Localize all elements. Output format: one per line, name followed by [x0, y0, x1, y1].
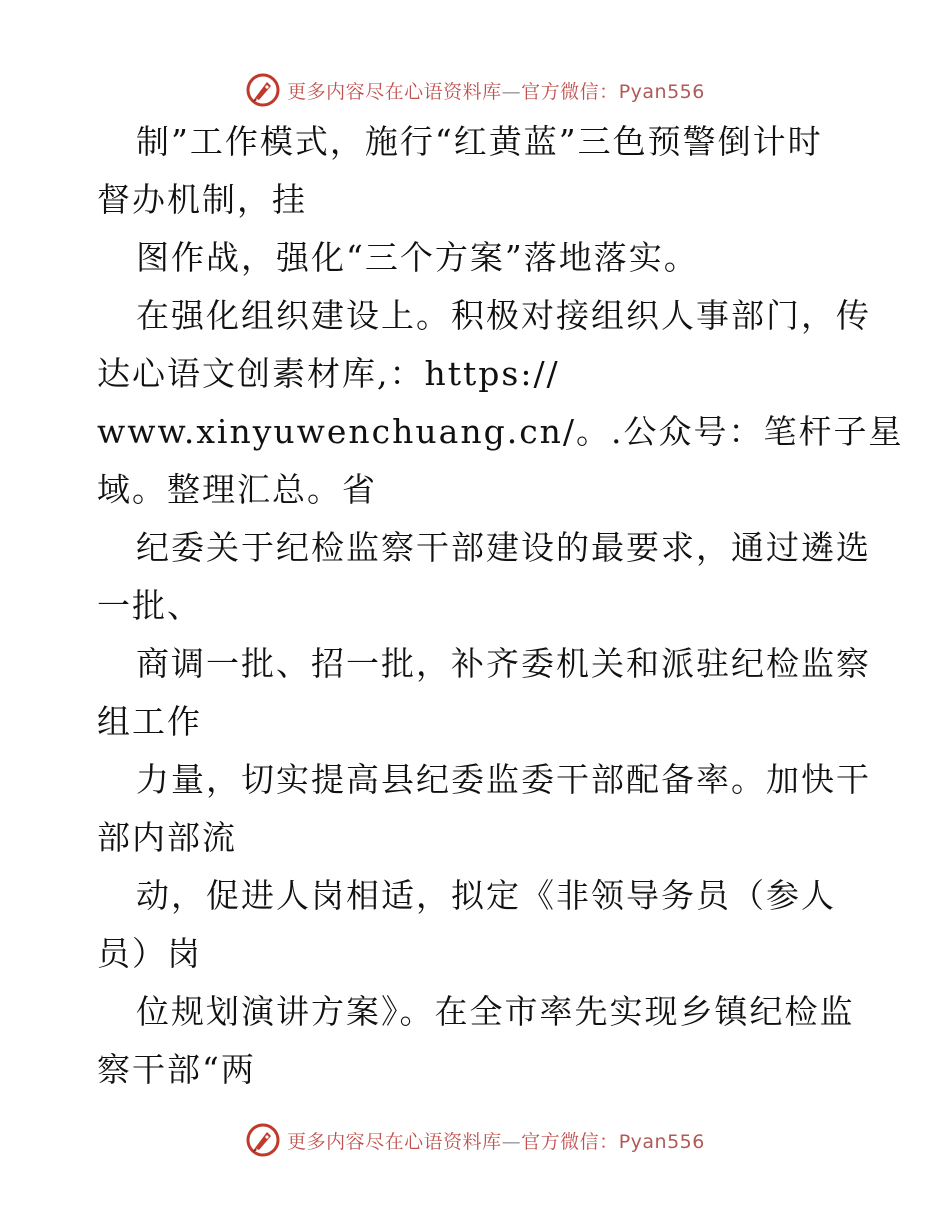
header-watermark — [0, 72, 950, 108]
body-line: 力量，切实提高县纪委监委干部配备率。加快干 — [136, 760, 871, 799]
header-watermark-id: Pyan556 — [618, 80, 705, 103]
header-watermark-label: 官方微信： — [521, 80, 619, 103]
footer-watermark-dash: — — [501, 1130, 522, 1153]
header-watermark-text — [287, 77, 705, 104]
body-line: 一批、 — [97, 586, 202, 625]
body-line: 动，促进人岗相适，拟定《非领导务员（参人 — [136, 876, 836, 915]
body-line: 在强化组织建设上。积极对接组织人事部门，传 — [136, 296, 871, 335]
body-line: 位规划演讲方案》。在全市率先实现乡镇纪检监 — [136, 992, 855, 1031]
body-line: 员）岗 — [97, 934, 202, 973]
footer-watermark-text — [287, 1127, 705, 1154]
header-watermark-dash: — — [501, 80, 522, 103]
body-line: 组工作 — [97, 702, 202, 741]
body-line: 纪委关于纪检监察干部建设的最要求，通过遴选 — [136, 528, 871, 567]
footer-watermark-id: Pyan556 — [618, 1130, 705, 1153]
body-line: www.xinyuwenchuang.cn/。.公众号：笔杆子星 — [97, 412, 904, 451]
footer-watermark — [0, 1122, 950, 1158]
body-line: 图作战，强化“三个方案”落地落实。 — [136, 238, 699, 277]
body-line: 域。整理汇总。省 — [97, 470, 377, 509]
body-line: 达心语文创素材库,：https:// — [97, 354, 560, 393]
body-line: 制”工作模式，施行“红黄蓝”三色预警倒计时 — [136, 122, 823, 161]
body-line: 察干部“两 — [97, 1050, 256, 1089]
header-watermark-inner — [245, 72, 705, 108]
header-watermark-main: 更多内容尽在心语资料库 — [287, 80, 502, 103]
body-line: 商调一批、招一批，补齐委机关和派驻纪检监察 — [136, 644, 871, 683]
body-line: 部内部流 — [97, 818, 237, 857]
footer-watermark-main: 更多内容尽在心语资料库 — [287, 1130, 502, 1153]
footer-watermark-inner — [245, 1122, 705, 1158]
pen-nib-logo-icon — [245, 1122, 281, 1158]
body-line: 督办机制，挂 — [97, 180, 307, 219]
footer-watermark-label: 官方微信： — [521, 1130, 619, 1153]
pen-nib-logo-icon — [245, 72, 281, 108]
